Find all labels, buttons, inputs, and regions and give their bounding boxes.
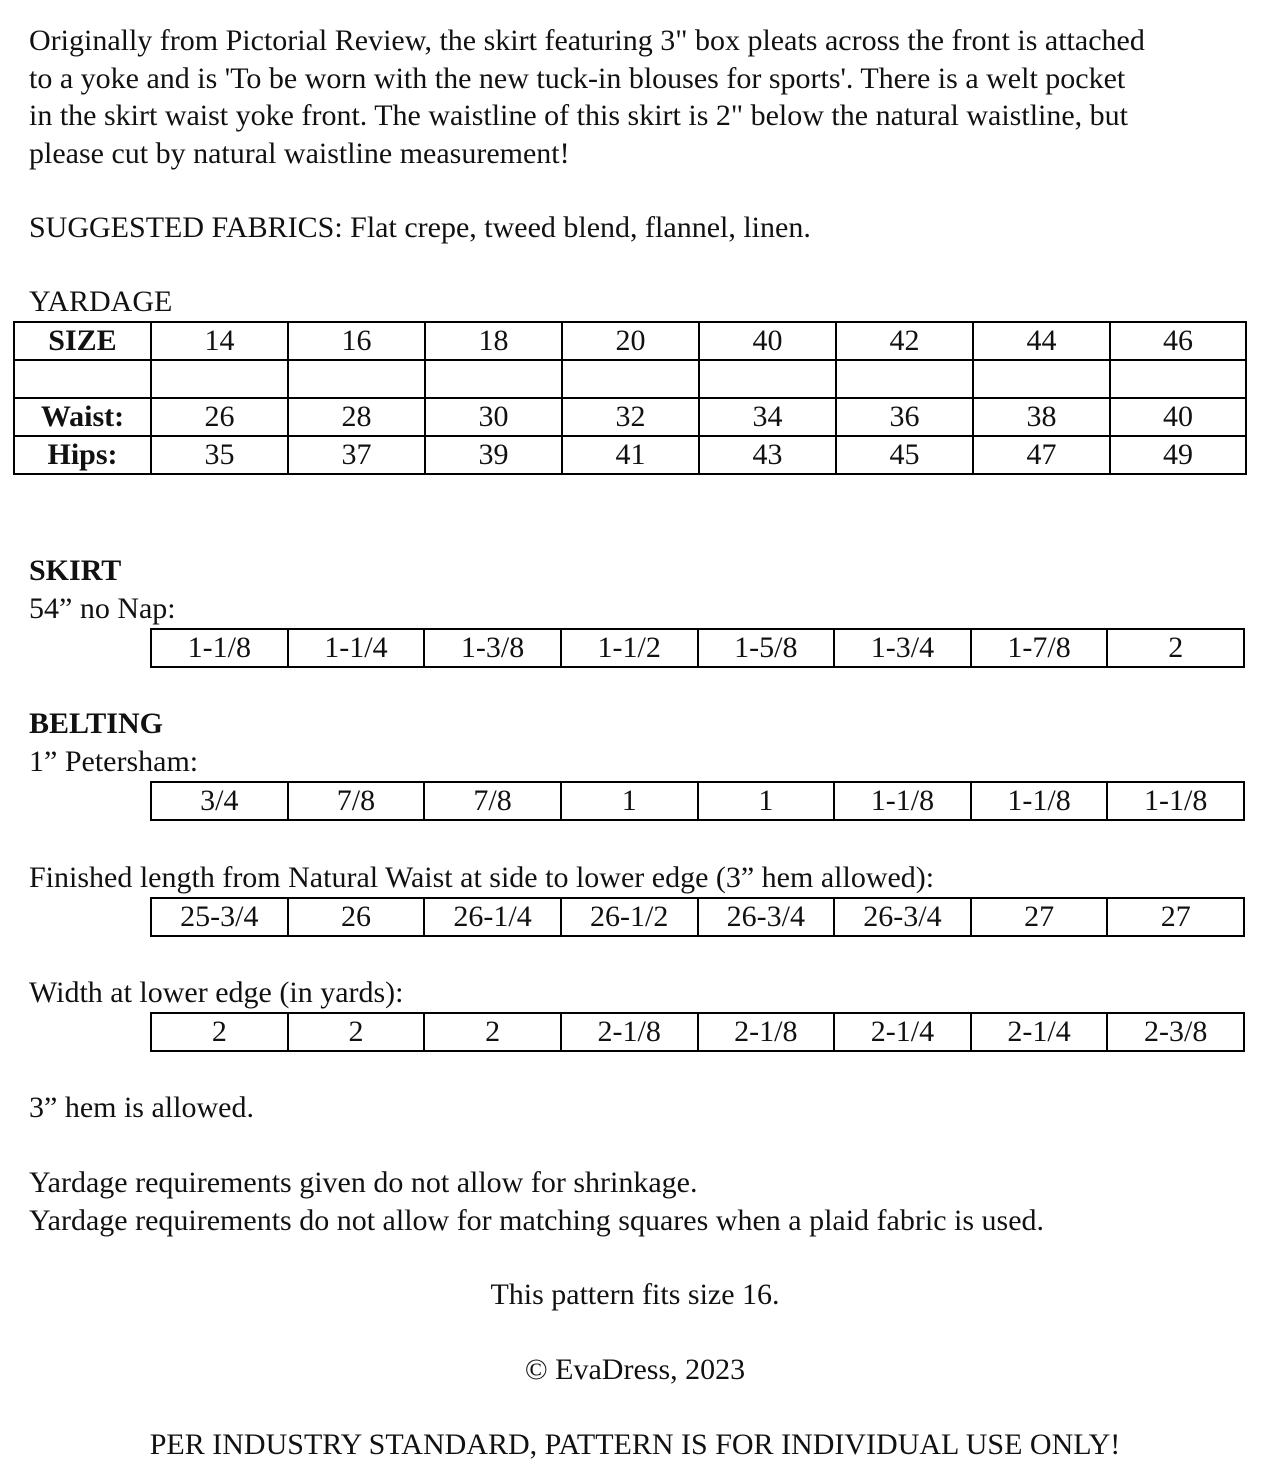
table-cell [699,360,836,398]
table-cell [1110,360,1246,398]
table-cell [151,360,288,398]
table-cell: 35 [151,436,288,474]
table-cell: 44 [973,322,1110,360]
table-cell: 2 [1107,629,1244,667]
finished-length-label: Finished length from Natural Waist at side to lower edge (3” hem allowed): [29,861,935,894]
table-cell: 2 [151,1013,288,1051]
table-cell: 18 [425,322,562,360]
table-cell: 1-3/4 [834,629,971,667]
intro-line: to a yoke and is 'To be worn with the new tuck-in blouses for sports'. There is a welt pocket [29,61,1126,95]
table-cell: 2-1/4 [834,1013,971,1051]
row-label: SIZE [14,322,151,360]
table-cell [836,360,973,398]
row-label: Hips: [14,436,151,474]
table-cell: 2-3/8 [1107,1013,1244,1051]
table-cell: 7/8 [288,782,425,820]
table-cell: 1 [561,782,698,820]
table-cell: 49 [1110,436,1246,474]
table-cell: 37 [288,436,425,474]
table-cell: 45 [836,436,973,474]
table-cell: 1 [698,782,835,820]
industry-notice: PER INDUSTRY STANDARD, PATTERN IS FOR INDIVIDUAL USE ONLY! [149,1428,1121,1461]
table-cell: 30 [425,398,562,436]
intro-line: please cut by natural waistline measurement! [29,136,570,170]
table-cell: 1-1/4 [288,629,425,667]
intro-line: in the skirt waist yoke front. The waistline of this skirt is 2" below the natural waistline, but [29,99,1129,132]
skirt-table [150,628,1245,668]
table-cell: 47 [973,436,1110,474]
skirt-heading: SKIRT [29,554,122,587]
copyright: © EvaDress, 2023 [524,1353,746,1386]
table-cell: 34 [699,398,836,436]
table-cell: 42 [836,322,973,360]
size-row [14,322,1246,360]
hips-row [14,436,1246,474]
row-label [14,360,151,398]
belting-label: 1” Petersham: [29,745,199,778]
table-cell: 26-3/4 [834,898,971,936]
table-cell: 1-1/2 [561,629,698,667]
finished-length-table [150,897,1245,937]
table-cell: 20 [562,322,699,360]
row-label: Waist: [14,398,151,436]
table-cell: 26 [288,898,425,936]
width-lower-edge-table [150,1012,1245,1052]
table-cell: 26-1/2 [561,898,698,936]
table-cell: 2 [288,1013,425,1051]
table-cell: 40 [1110,398,1246,436]
table-cell: 2 [424,1013,561,1051]
plaid-note: Yardage requirements do not allow for matching squares when a plaid fabric is used. [29,1204,1045,1237]
table-cell: 27 [971,898,1108,936]
table-cell: 26 [151,398,288,436]
table-cell [562,360,699,398]
table-cell: 1-1/8 [1107,782,1244,820]
belting-table [150,781,1245,821]
table-cell [973,360,1110,398]
table-cell: 1-1/8 [971,782,1108,820]
table-cell: 1-1/8 [834,782,971,820]
table-cell: 1-1/8 [151,629,288,667]
suggested-fabrics: SUGGESTED FABRICS: Flat crepe, tweed blend, flannel, linen. [29,211,811,244]
intro-line: Originally from Pictorial Review, the skirt featuring 3" box pleats across the front is attached [29,24,1145,57]
shrinkage-note: Yardage requirements given do not allow for shrinkage. [29,1166,698,1199]
table-cell: 2-1/4 [971,1013,1108,1051]
table-cell: 26-1/4 [424,898,561,936]
table-cell: 1-3/8 [424,629,561,667]
fits-size-note: This pattern fits size 16. [490,1278,780,1311]
table-cell: 16 [288,322,425,360]
intro-paragraph [29,22,1249,172]
belting-heading: BELTING [29,707,163,740]
table-row [151,629,1244,667]
table-cell [288,360,425,398]
table-cell: 27 [1107,898,1244,936]
size-table [13,321,1247,475]
table-cell: 32 [562,398,699,436]
table-cell: 1-7/8 [971,629,1108,667]
table-cell: 14 [151,322,288,360]
table-cell: 3/4 [151,782,288,820]
table-row [151,1013,1244,1051]
hem-note: 3” hem is allowed. [29,1091,254,1124]
table-cell: 2-1/8 [561,1013,698,1051]
table-cell: 36 [836,398,973,436]
table-cell: 43 [699,436,836,474]
yardage-heading: YARDAGE [29,285,173,318]
table-cell [425,360,562,398]
table-cell: 1-5/8 [698,629,835,667]
table-cell: 40 [699,322,836,360]
width-lower-edge-label: Width at lower edge (in yards): [29,976,404,1009]
waist-row [14,398,1246,436]
table-row [151,782,1244,820]
table-cell: 7/8 [424,782,561,820]
table-cell: 25-3/4 [151,898,288,936]
table-row [151,898,1244,936]
table-cell: 39 [425,436,562,474]
table-cell: 2-1/8 [698,1013,835,1051]
empty-row [14,360,1246,398]
table-cell: 26-3/4 [698,898,835,936]
table-cell: 38 [973,398,1110,436]
table-cell: 46 [1110,322,1246,360]
table-cell: 28 [288,398,425,436]
skirt-label: 54” no Nap: [29,592,176,625]
table-cell: 41 [562,436,699,474]
